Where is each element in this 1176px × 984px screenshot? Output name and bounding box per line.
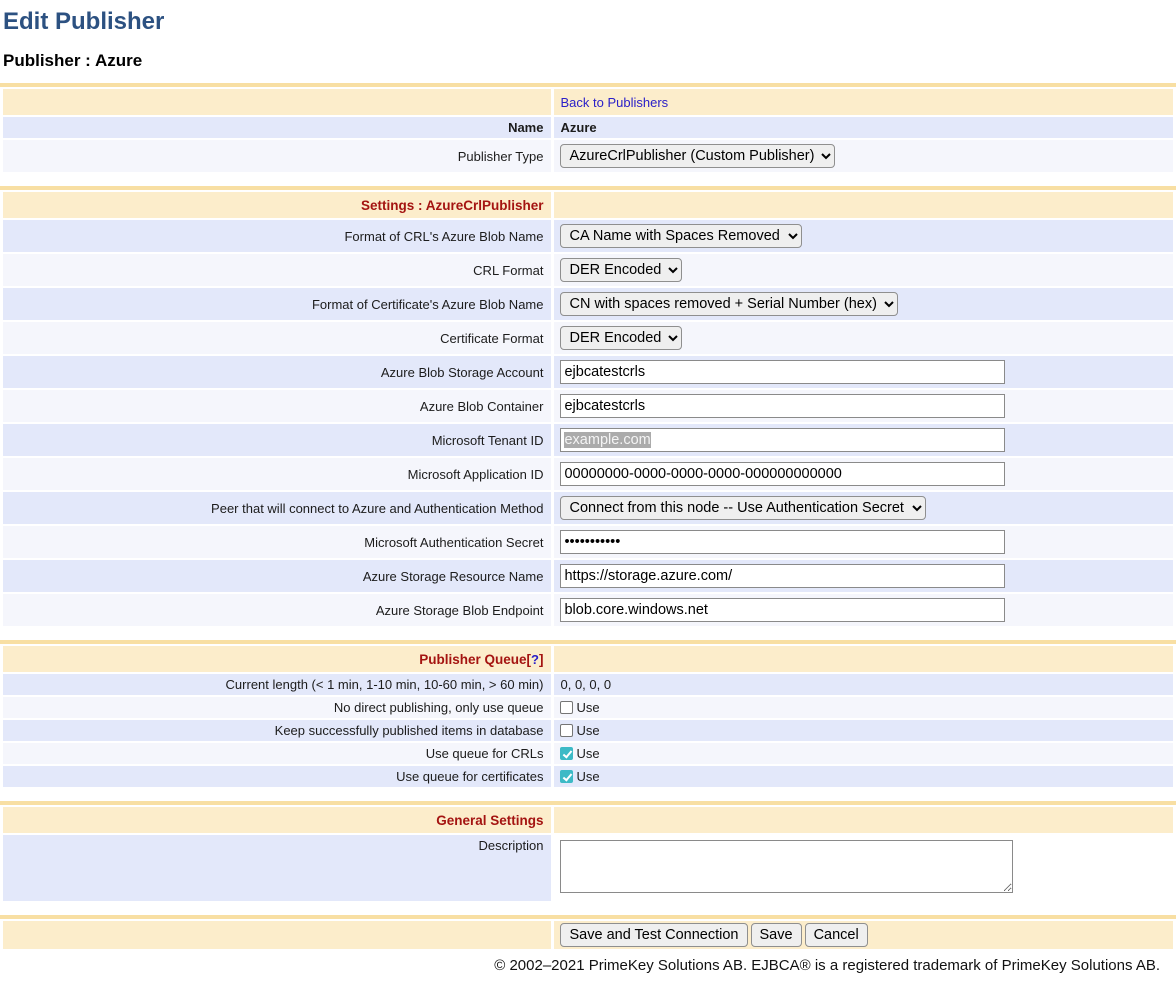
- peer-auth-method-label: Peer that will connect to Azure and Authentication Method: [3, 492, 551, 524]
- description-textarea[interactable]: [560, 840, 1013, 893]
- publisher-subtitle: Publisher : Azure: [3, 51, 143, 70]
- name-label: Name: [3, 117, 551, 138]
- tenant-id-label: Microsoft Tenant ID: [3, 424, 551, 456]
- back-to-publishers-link[interactable]: Back to Publishers: [560, 94, 669, 110]
- storage-resource-name-input[interactable]: [560, 564, 1005, 588]
- storage-resource-name-label: Azure Storage Resource Name: [3, 560, 551, 592]
- keep-published-items-label: Keep successfully published items in database: [3, 720, 551, 741]
- crl-blob-name-format-label: Format of CRL's Azure Blob Name: [3, 220, 551, 252]
- use-queue-crls-use-label: Use: [576, 746, 600, 761]
- actions-spacer-cell: [3, 921, 551, 949]
- save-button[interactable]: Save: [751, 923, 802, 947]
- cert-blob-name-format-label: Format of Certificate's Azure Blob Name: [3, 288, 551, 320]
- storage-blob-endpoint-input[interactable]: [560, 598, 1005, 622]
- queue-help-bracket-open: [: [526, 651, 532, 667]
- queue-length-value: 0, 0, 0, 0: [554, 674, 1173, 695]
- cert-blob-name-format-select[interactable]: [560, 292, 898, 316]
- peer-auth-method-select[interactable]: [560, 496, 926, 520]
- queue-length-label: Current length (< 1 min, 1-10 min, 10-60 min, > 60 min): [3, 674, 551, 695]
- settings-section-title: Settings : AzureCrlPublisher: [3, 192, 551, 218]
- application-id-label: Microsoft Application ID: [3, 458, 551, 490]
- queue-section-title: Publisher Queue: [419, 651, 527, 667]
- crl-format-label: CRL Format: [3, 254, 551, 286]
- no-direct-publishing-label: No direct publishing, only use queue: [3, 697, 551, 718]
- general-section-title: General Settings: [3, 807, 551, 833]
- publisher-type-label: Publisher Type: [3, 140, 551, 172]
- use-queue-crls-label: Use queue for CRLs: [3, 743, 551, 764]
- general-settings-table: [0, 801, 1176, 903]
- publisher-type-select[interactable]: [560, 144, 835, 168]
- blob-storage-account-label: Azure Blob Storage Account: [3, 356, 551, 388]
- cancel-button[interactable]: Cancel: [805, 923, 868, 947]
- save-and-test-connection-button[interactable]: Save and Test Connection: [560, 923, 747, 947]
- header-spacer-cell: [3, 89, 551, 115]
- tenant-id-input[interactable]: [560, 428, 1005, 452]
- description-label: Description: [3, 835, 551, 901]
- actions-table: [0, 915, 1176, 951]
- no-direct-publishing-use-label: Use: [576, 700, 600, 715]
- publisher-top-table: [0, 83, 1176, 174]
- auth-secret-input[interactable]: [560, 530, 1005, 554]
- queue-help-bracket-close: ]: [538, 651, 544, 667]
- application-id-input[interactable]: [560, 462, 1005, 486]
- crl-blob-name-format-select[interactable]: [560, 224, 802, 248]
- use-queue-certificates-label: Use queue for certificates: [3, 766, 551, 787]
- blob-storage-account-input[interactable]: [560, 360, 1005, 384]
- blob-container-input[interactable]: [560, 394, 1005, 418]
- auth-secret-label: Microsoft Authentication Secret: [3, 526, 551, 558]
- crl-format-select[interactable]: [560, 258, 682, 282]
- use-queue-certificates-use-label: Use: [576, 769, 600, 784]
- certificate-format-label: Certificate Format: [3, 322, 551, 354]
- publisher-queue-table: [0, 640, 1176, 789]
- use-queue-certificates-checkbox[interactable]: [560, 770, 573, 783]
- settings-table: [0, 186, 1176, 628]
- keep-published-items-checkbox[interactable]: [560, 724, 573, 737]
- page-title: Edit Publisher: [3, 8, 165, 35]
- storage-blob-endpoint-label: Azure Storage Blob Endpoint: [3, 594, 551, 626]
- copyright-footer: © 2002–2021 PrimeKey Solutions AB. EJBCA® is a registered trademark of PrimeKey Solutions AB.: [494, 957, 1160, 974]
- blob-container-label: Azure Blob Container: [3, 390, 551, 422]
- queue-help-link[interactable]: ?: [531, 651, 539, 667]
- keep-published-items-use-label: Use: [576, 723, 600, 738]
- use-queue-crls-checkbox[interactable]: [560, 747, 573, 760]
- no-direct-publishing-checkbox[interactable]: [560, 701, 573, 714]
- certificate-format-select[interactable]: [560, 326, 682, 350]
- tenant-id-selected-text: example.com: [564, 432, 651, 448]
- publisher-name-value: Azure: [554, 117, 1173, 138]
